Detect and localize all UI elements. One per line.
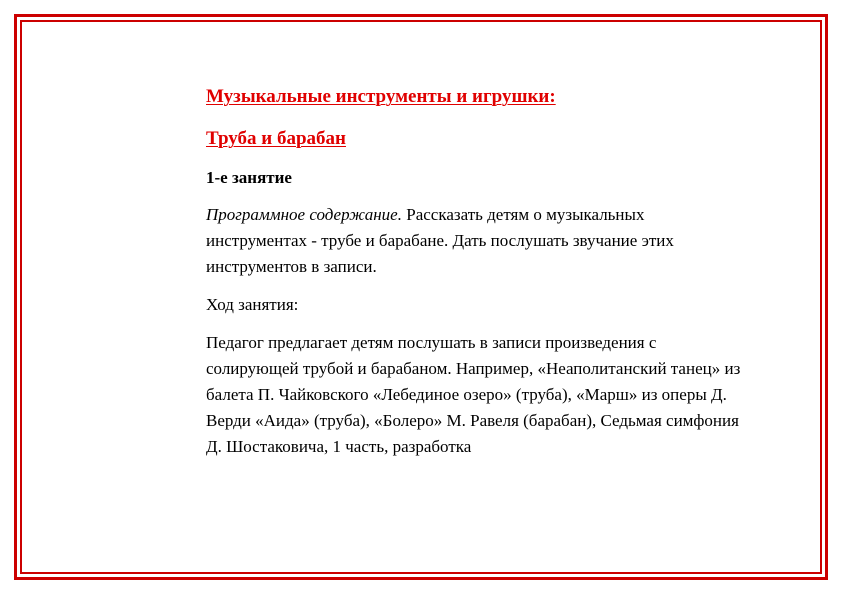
lesson-number: 1-е занятие	[206, 168, 292, 187]
program-paragraph	[206, 202, 746, 280]
program-text: Рассказать детям о музыкальных инструментах - трубе и барабане. Дать послушать звучание этих инструментов в записи.	[206, 205, 674, 276]
document-content	[206, 84, 746, 472]
course-label: Ход занятия:	[206, 295, 299, 314]
body-paragraph: Педагог предлагает детям послушать в записи произведения с солирующей трубой и барабаном. Например, «Неаполитанский танец» из балета П. Чайковского «Лебединое озеро» (труба), «Марш» из оперы Д. Верди «Аида» (труба), «Болеро» М. Равеля (барабан), Седьмая симфония Д. Шостаковича, 1 часть, разработка	[206, 333, 741, 456]
document-title: Музыкальные инструменты и игрушки:	[206, 86, 556, 107]
document-subtitle: Труба и барабан	[206, 128, 346, 149]
program-label: Программное содержание.	[206, 205, 402, 224]
